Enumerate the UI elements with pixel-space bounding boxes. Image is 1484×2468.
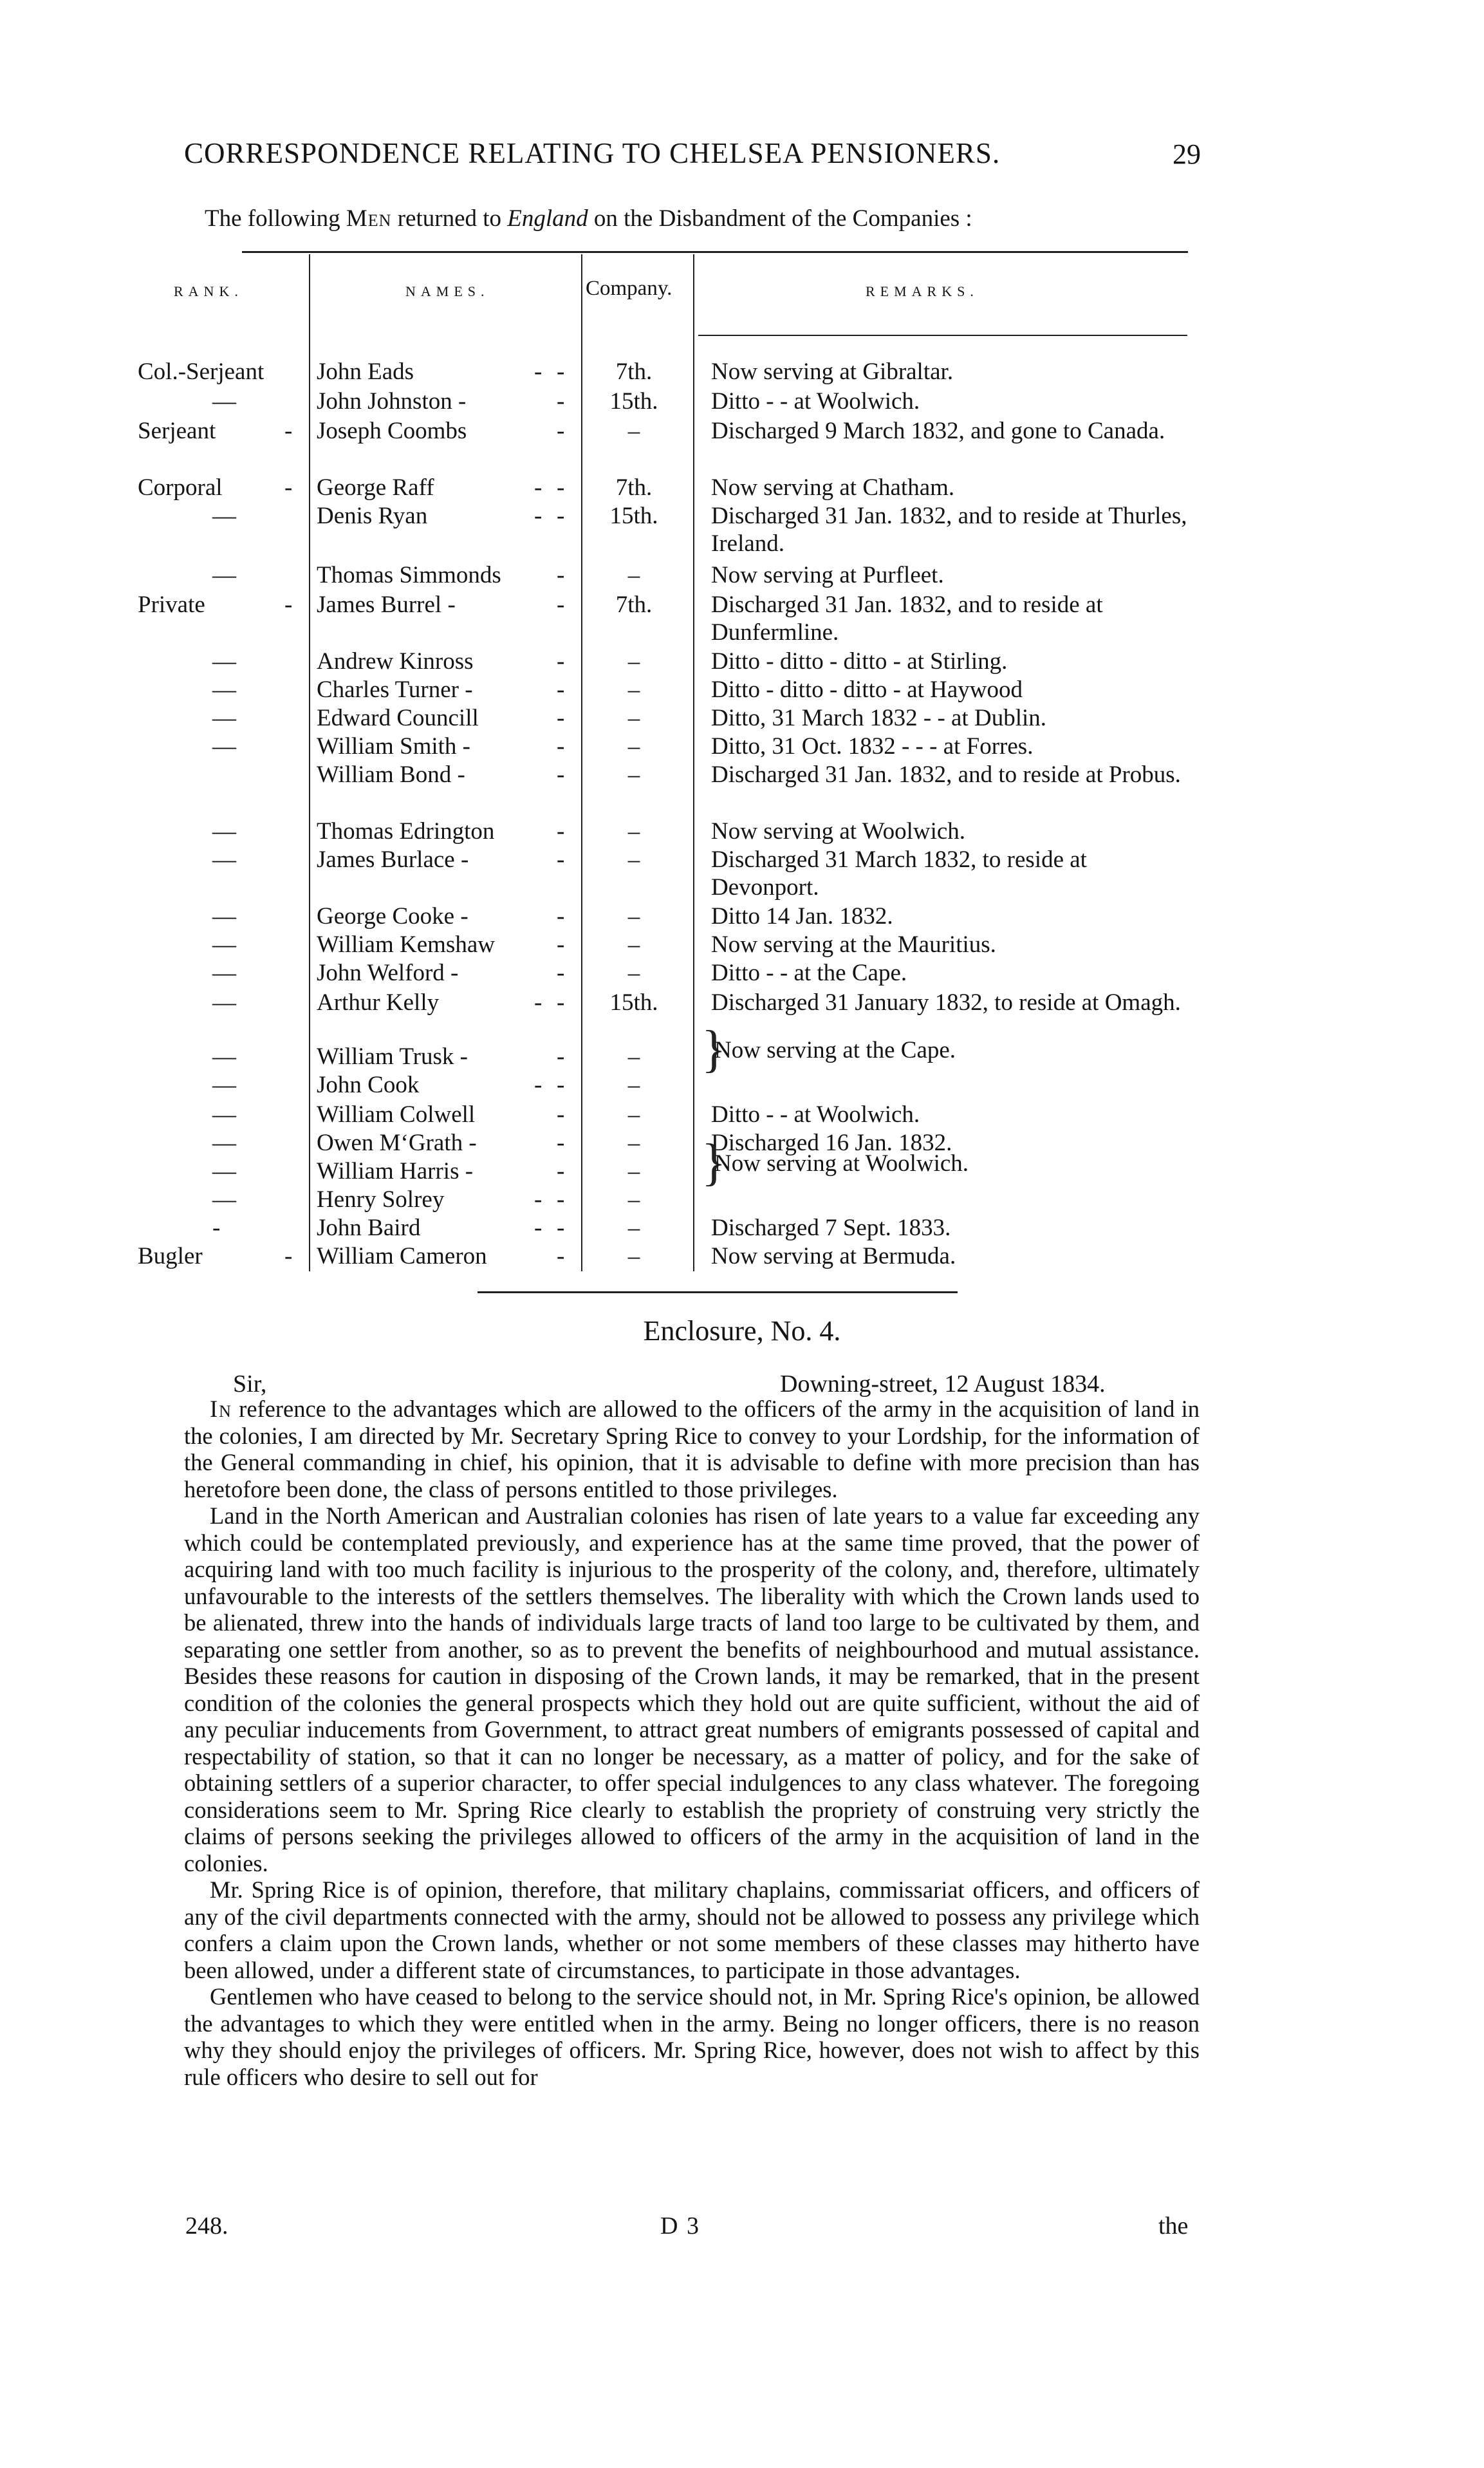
company-cell: – [627,1130,640,1156]
footer-sheet-number: 248. [185,2212,228,2239]
name-cell: Joseph Coombs [317,418,467,444]
leader-dash: - [534,1186,543,1213]
caption-text: on the Disbandment of the Companies : [588,205,972,232]
leader-dash: - [557,359,565,385]
company-cell: – [627,677,640,703]
company-cell: – [627,818,640,845]
rank-leader: - [284,592,293,618]
remark-cell: Ditto - ditto - ditto - at Haywood [711,677,1023,703]
table-row [0,733,1484,762]
table-row [0,648,1484,677]
grouped-remark: Now serving at the Cape. [714,1037,956,1063]
company-cell: – [627,562,640,588]
rank-text: Bugler [138,1243,203,1269]
name-cell: Thomas Edrington [317,818,495,845]
name-cell: William Colwell [317,1101,476,1128]
table-row [0,818,1484,847]
name-cell: Thomas Simmonds [317,562,501,588]
company-cell: 15th. [609,503,658,529]
rank-text: — [212,1158,236,1184]
name-cell: James Burrel - [317,592,456,618]
rank-cell [138,591,299,619]
remark-cell: Discharged 16 Jan. 1832. [711,1130,952,1156]
leader-dash: - [534,989,543,1016]
table-row [0,591,1484,646]
leader-dash: - [557,705,565,731]
rank-text: — [212,1101,236,1128]
table-row [0,959,1484,989]
remark-cell: Discharged 31 Jan. 1832, and to reside at Dunfermline. [711,592,1103,646]
company-cell: 15th. [609,388,658,415]
leader-dash: - [557,762,565,788]
rank-text: — [212,1186,236,1213]
company-cell: 7th. [615,359,653,385]
header-company: Company. [586,277,672,300]
leader-dash: - [557,388,565,415]
company-cell: – [627,960,640,986]
leader-dash: - [557,1043,565,1070]
name-cell: William Trusk - [317,1043,468,1070]
table-row [0,561,1484,591]
leader-dash: - [557,960,565,986]
company-cell: – [627,1215,640,1241]
table-row [0,931,1484,960]
header-names: NAMES. [405,283,490,299]
remark-cell: Ditto 14 Jan. 1832. [711,903,893,930]
remark-cell: Ditto - - at the Cape. [711,960,907,986]
leader-dash: - [557,1072,565,1098]
caption-england: England [507,205,588,232]
rank-text: — [212,503,236,529]
name-cell: William Cameron [317,1243,487,1269]
company-cell: – [627,705,640,731]
paragraph: Land in the North American and Australian colonies has risen of late years to a value far exceeding any which could be contemplated previously, and experience has at the same time proved, that the power of acquiring land with too much facility is injurious to the prosperity of the colony, and, therefore, ultimately unfavourable to the interests of the settlers themselves. The liberality with which the Crown lands used to be alienated, threw into the hands of individuals large tracts of land too large to be cultivated by them, and separating one settler from another, so as to prevent the benefits of neighbourhood and mutual assistance. Besides these reasons for caution in disposing of the Crown lands, it may be remarked, that in the present condition of the colonies the general prospects which they hold out are quite sufficient, without the aid of any peculiar inducements from Government, to attract great numbers of emigrants possessed of capital and respectability of station, so that it can no longer be necessary, as a matter of policy, and for the sake of obtaining settlers of a superior character, to offer special indulgences to any class whatever. The foregoing considerations seem to Mr. Spring Rice clearly to establish the propriety of construing very strictly the claims of persons seeking the privileges allowed to officers of the army in the acquisition of land in the colonies. [184,1502,1200,1876]
rank-text: — [212,1072,236,1098]
remark-cell: Discharged 31 Jan. 1832, and to reside at Probus. [711,762,1181,788]
remark-cell: Ditto - - at Woolwich. [711,388,920,415]
paragraph: Gentlemen who have ceased to belong to the service should not, in Mr. Spring Rice's opinion, be allowed the advantages to which they were entitled when in the army. Being no longer officers, there is no reason why they should enjoy the privileges of officers. Mr. Spring Rice, however, does not wish to affect by this rule officers who desire to sell out for [184,1983,1200,2090]
leader-dash: - [557,474,565,501]
rank-text: — [212,846,236,873]
remark-cell: Discharged 31 March 1832, to reside at Devonport. [711,846,1087,901]
header-remarks: REMARKS. [866,283,979,299]
name-cell: Denis Ryan [317,503,428,529]
leader-dash: - [557,592,565,618]
brace: } [701,1134,727,1191]
leader-dash: - [557,418,565,444]
leader-dash: - [557,562,565,588]
leader-dash: - [557,989,565,1016]
caption-text: The following [205,205,346,232]
rank-text: — [212,562,236,588]
leader-dash: - [557,733,565,760]
name-cell: John Cook [317,1072,420,1098]
name-cell: Henry Solrey [317,1186,445,1213]
company-cell: – [627,648,640,675]
paragraph-text: reference to the advantages which are allowed to the officers of the army in the acquisition of land in the colonies, I am directed by Mr. Secretary Spring Rice to convey to your Lordship, for the information of the General commanding in chief, his opinion, that it is advisable to define with more precision than has heretofore been done, the class of persons entitled to those privileges. [184,1396,1200,1502]
name-cell: John Eads [317,359,414,385]
remark-cell: Ditto - - at Woolwich. [711,1101,920,1128]
name-cell: Owen M‘Grath - [317,1130,477,1156]
leader-dash: - [534,474,543,501]
leader-dash: - [534,1215,543,1241]
table-row [0,474,1484,503]
grouped-remark: Now serving at Woolwich. [714,1150,969,1177]
company-cell: – [627,1158,640,1184]
name-cell: George Raff [317,474,434,501]
leader-dash: - [534,1072,543,1098]
header-rank: RANK. [174,283,243,299]
table-row [0,417,1484,447]
leader-dash: - [557,677,565,703]
section-separator [478,1291,958,1293]
leader-dash: - [557,1130,565,1156]
table-row [0,358,1484,388]
paragraph [184,1396,1200,1502]
remark-cell: Discharged 9 March 1832, and gone to Canada. [711,418,1165,444]
table-row [0,989,1484,1018]
name-cell: Andrew Kinross [317,648,474,675]
leader-dash: - [557,1158,565,1184]
name-cell: William Kemshaw [317,931,495,958]
remark-cell: Discharged 31 January 1832, to reside at Omagh. [711,989,1181,1016]
rank-text: Col.-Serjeant [138,359,264,385]
remark-cell: Now serving at Purfleet. [711,562,944,588]
company-cell: – [627,1243,640,1269]
rank-leader: - [284,418,293,444]
caption-text: returned to [391,205,508,232]
table-row [0,1242,1484,1272]
footer-catchword: the [1158,2212,1189,2239]
leader-dash: - [557,648,565,675]
enclosure-title: Enclosure, No. 4. [643,1315,841,1347]
company-cell: – [627,1101,640,1128]
table-row [0,704,1484,734]
rank-text: — [212,931,236,958]
company-cell: – [627,846,640,873]
rank-text: — [212,818,236,845]
table-top-rule [242,251,1188,253]
leader-dash: - [534,359,543,385]
rank-text: — [212,388,236,415]
leader-dash: - [557,818,565,845]
leader-dash: - [557,931,565,958]
name-cell: Arthur Kelly [317,989,440,1016]
remark-cell: Now serving at Chatham. [711,474,955,501]
rank-text: — [212,648,236,675]
leader-dash: - [557,1215,565,1241]
brace: } [701,1021,727,1078]
name-cell: Charles Turner - [317,677,473,703]
name-cell: William Smith - [317,733,471,760]
remark-cell: Discharged 7 Sept. 1833. [711,1215,951,1241]
table-row [0,846,1484,901]
rank-text: — [212,1130,236,1156]
name-cell: John Johnston - [317,388,467,415]
name-cell: James Burlace - [317,846,469,873]
table-row [0,1101,1484,1130]
caption-men: Men [346,205,392,232]
rank-leader: - [284,1243,293,1269]
paragraph: Mr. Spring Rice is of opinion, therefore, that military chaplains, commissariat officers, and officers of any of the civil departments connected with the army, should not be allowed to possess any privilege which confers a claim upon the Crown lands, whether or not some members of these classes may hitherto have been allowed, under a different state of circumstances, to participate in those advantages. [184,1876,1200,1983]
rank-text: — [212,677,236,703]
table-caption [205,205,972,232]
dateline: Downing-street, 12 August 1834. [780,1370,1106,1398]
leader-dash: - [557,1101,565,1128]
table-row [0,1071,1484,1101]
company-cell: – [627,1186,640,1213]
leader-dash: - [557,1186,565,1213]
name-cell: George Cooke - [317,903,468,930]
rank-leader: - [284,474,293,501]
rank-text: - [212,1215,221,1241]
footer-signature-mark: D 3 [660,2212,700,2239]
remark-cell: Now serving at Bermuda. [711,1243,956,1269]
rank-cell [138,1242,299,1271]
name-cell: John Baird [317,1215,421,1241]
leader-dash: - [557,846,565,873]
company-cell: – [627,1072,640,1098]
rank-text: — [212,903,236,930]
leader-dash: - [557,1243,565,1269]
name-cell: John Welford - [317,960,459,986]
company-cell: 7th. [615,474,653,501]
remark-cell: Now serving at Woolwich. [711,818,966,845]
salutation: Sir, [233,1370,267,1398]
company-cell: – [627,418,640,444]
table-row [0,761,1484,790]
rank-text: — [212,705,236,731]
name-cell: Edward Councill [317,705,479,731]
company-cell: – [627,931,640,958]
name-cell: William Bond - [317,762,465,788]
rank-cell [138,474,299,502]
rank-text: Private [138,592,205,618]
remark-cell: Ditto - ditto - ditto - at Stirling. [711,648,1008,675]
rank-text: Serjeant [138,418,216,444]
remark-cell: Now serving at Gibraltar. [711,359,954,385]
remark-cell: Ditto, 31 Oct. 1832 - - - at Forres. [711,733,1034,760]
company-cell: – [627,733,640,760]
company-cell: – [627,1043,640,1070]
table-row [0,902,1484,932]
remark-cell: Now serving at the Mauritius. [711,931,996,958]
leader-dash: - [534,503,543,529]
rank-text: Corporal [138,474,223,501]
table-row [0,1186,1484,1215]
rank-text: — [212,1043,236,1070]
table-row [0,388,1484,417]
rank-text: — [212,989,236,1016]
company-cell: 7th. [615,592,653,618]
table-header-rule [698,335,1187,336]
remark-cell: Discharged 31 Jan. 1832, and to reside at Thurles, Ireland. [711,503,1187,557]
running-header [184,136,1201,175]
rank-text: — [212,960,236,986]
page-number: 29 [1173,138,1201,170]
table-row [0,676,1484,706]
company-cell: – [627,903,640,930]
first-word: In [210,1396,232,1422]
rank-text: — [212,733,236,760]
letter-body [184,1396,1200,2090]
rank-cell [138,358,299,386]
leader-dash: - [557,903,565,930]
table-row [0,502,1484,557]
page-title: CORRESPONDENCE RELATING TO CHELSEA PENSIONERS. [184,137,1001,169]
rank-cell [138,417,299,445]
table-row [0,1214,1484,1244]
leader-dash: - [557,503,565,529]
remark-cell: Ditto, 31 March 1832 - - at Dublin. [711,705,1046,731]
company-cell: – [627,762,640,788]
name-cell: William Harris - [317,1158,474,1184]
company-cell: 15th. [609,989,658,1016]
